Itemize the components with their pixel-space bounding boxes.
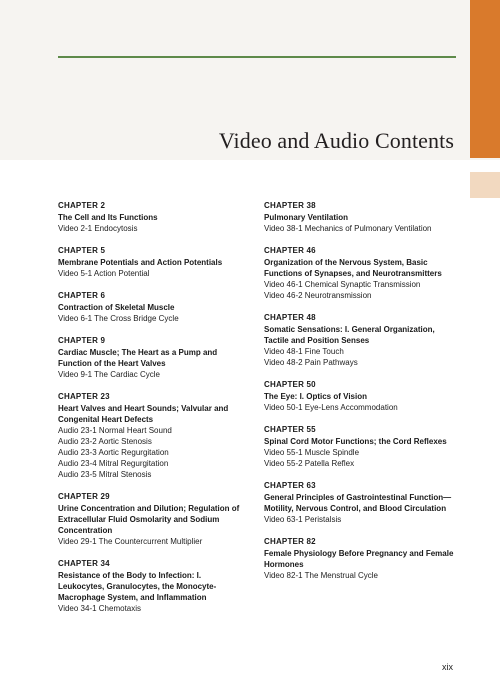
chapter-number: CHAPTER 50	[264, 380, 316, 389]
media-list	[264, 279, 460, 301]
chapter-title: Heart Valves and Heart Sounds; Valvular and Congenital Heart Defects	[58, 404, 229, 424]
media-list	[264, 402, 460, 413]
media-item: Video 82-1 The Menstrual Cycle	[264, 571, 378, 580]
chapter-entry	[58, 335, 244, 380]
media-item: Audio 23-5 Mitral Stenosis	[58, 470, 152, 479]
media-list	[58, 313, 244, 324]
chapter-number: CHAPTER 82	[264, 537, 316, 546]
chapter-title: Pulmonary Ventilation	[264, 213, 349, 222]
chapter-number: CHAPTER 34	[58, 559, 110, 568]
chapter-entry	[264, 480, 460, 525]
page-number: xix	[442, 662, 453, 672]
media-item: Audio 23-4 Mitral Regurgitation	[58, 459, 169, 468]
media-item: Audio 23-2 Aortic Stenosis	[58, 437, 152, 446]
chapter-title: Spinal Cord Motor Functions; the Cord Reflexes	[264, 437, 447, 446]
chapter-number: CHAPTER 5	[58, 246, 106, 255]
media-item: Video 9-1 The Cardiac Cycle	[58, 370, 160, 379]
media-item: Video 46-1 Chemical Synaptic Transmission	[264, 280, 421, 289]
media-item: Video 2-1 Endocytosis	[58, 224, 138, 233]
chapter-entry	[58, 558, 244, 614]
media-item: Video 6-1 The Cross Bridge Cycle	[58, 314, 179, 323]
chapter-entry	[264, 200, 460, 234]
chapter-title: The Cell and Its Functions	[58, 213, 158, 222]
media-list	[58, 369, 244, 380]
header-rule	[58, 56, 456, 58]
media-list	[264, 514, 460, 525]
media-item: Video 46-2 Neurotransmission	[264, 291, 372, 300]
media-item: Video 55-2 Patella Reflex	[264, 459, 355, 468]
chapter-number: CHAPTER 6	[58, 291, 106, 300]
media-list	[58, 268, 244, 279]
media-item: Video 63-1 Peristalsis	[264, 515, 342, 524]
chapter-number: CHAPTER 48	[264, 313, 316, 322]
chapter-title: Somatic Sensations: I. General Organization, Tactile and Position Senses	[264, 325, 435, 345]
media-list	[264, 346, 460, 368]
chapter-title: Female Physiology Before Pregnancy and Female Hormones	[264, 549, 454, 569]
media-item: Video 48-1 Fine Touch	[264, 347, 344, 356]
chapter-title: Organization of the Nervous System, Basic Functions of Synapses, and Neurotransmitters	[264, 258, 442, 278]
media-list	[264, 447, 460, 469]
media-item: Audio 23-1 Normal Heart Sound	[58, 426, 172, 435]
chapter-number: CHAPTER 63	[264, 481, 316, 490]
contents-column-left	[58, 200, 244, 625]
chapter-tab-accent	[470, 0, 500, 158]
chapter-number: CHAPTER 23	[58, 392, 110, 401]
media-item: Video 5-1 Action Potential	[58, 269, 150, 278]
media-list	[58, 425, 244, 480]
media-list	[58, 603, 244, 614]
chapter-title: Membrane Potentials and Action Potentials	[58, 258, 223, 267]
media-item: Audio 23-3 Aortic Regurgitation	[58, 448, 169, 457]
media-list	[264, 570, 460, 581]
media-list	[58, 536, 244, 547]
media-item: Video 38-1 Mechanics of Pulmonary Ventilation	[264, 224, 432, 233]
media-item: Video 48-2 Pain Pathways	[264, 358, 358, 367]
chapter-entry	[264, 379, 460, 413]
chapter-entry	[58, 200, 244, 234]
chapter-entry	[264, 424, 460, 469]
media-item: Video 55-1 Muscle Spindle	[264, 448, 360, 457]
chapter-entry	[264, 312, 460, 368]
chapter-title: The Eye: I. Optics of Vision	[264, 392, 367, 401]
chapter-number: CHAPTER 38	[264, 201, 316, 210]
chapter-entry	[58, 391, 244, 480]
chapter-number: CHAPTER 29	[58, 492, 110, 501]
chapter-number: CHAPTER 9	[58, 336, 106, 345]
chapter-number: CHAPTER 55	[264, 425, 316, 434]
media-list	[264, 223, 460, 234]
media-item: Video 34-1 Chemotaxis	[58, 604, 142, 613]
chapter-entry	[264, 536, 460, 581]
chapter-title: Contraction of Skeletal Muscle	[58, 303, 175, 312]
chapter-title: Cardiac Muscle; The Heart as a Pump and Function of the Heart Valves	[58, 348, 218, 368]
media-list	[58, 223, 244, 234]
media-item: Video 50-1 Eye-Lens Accommodation	[264, 403, 398, 412]
chapter-entry	[58, 245, 244, 279]
chapter-tab-secondary	[470, 172, 500, 198]
chapter-title: Resistance of the Body to Infection: I. Leukocytes, Granulocytes, the Monocyte-Macrophage System, and Inflammation	[58, 571, 217, 602]
media-item: Video 29-1 The Countercurrent Multiplier	[58, 537, 203, 546]
chapter-title: Urine Concentration and Dilution; Regulation of Extracellular Fluid Osmolarity and Sodium Concentration	[58, 504, 240, 535]
chapter-title: General Principles of Gastrointestinal Function—Motility, Nervous Control, and Blood Circulation	[264, 493, 452, 513]
chapter-entry	[58, 491, 244, 547]
chapter-number: CHAPTER 46	[264, 246, 316, 255]
chapter-entry	[264, 245, 460, 301]
page-title: Video and Audio Contents	[218, 128, 454, 153]
contents-column-right	[264, 200, 460, 592]
chapter-number: CHAPTER 2	[58, 201, 106, 210]
chapter-entry	[58, 290, 244, 324]
